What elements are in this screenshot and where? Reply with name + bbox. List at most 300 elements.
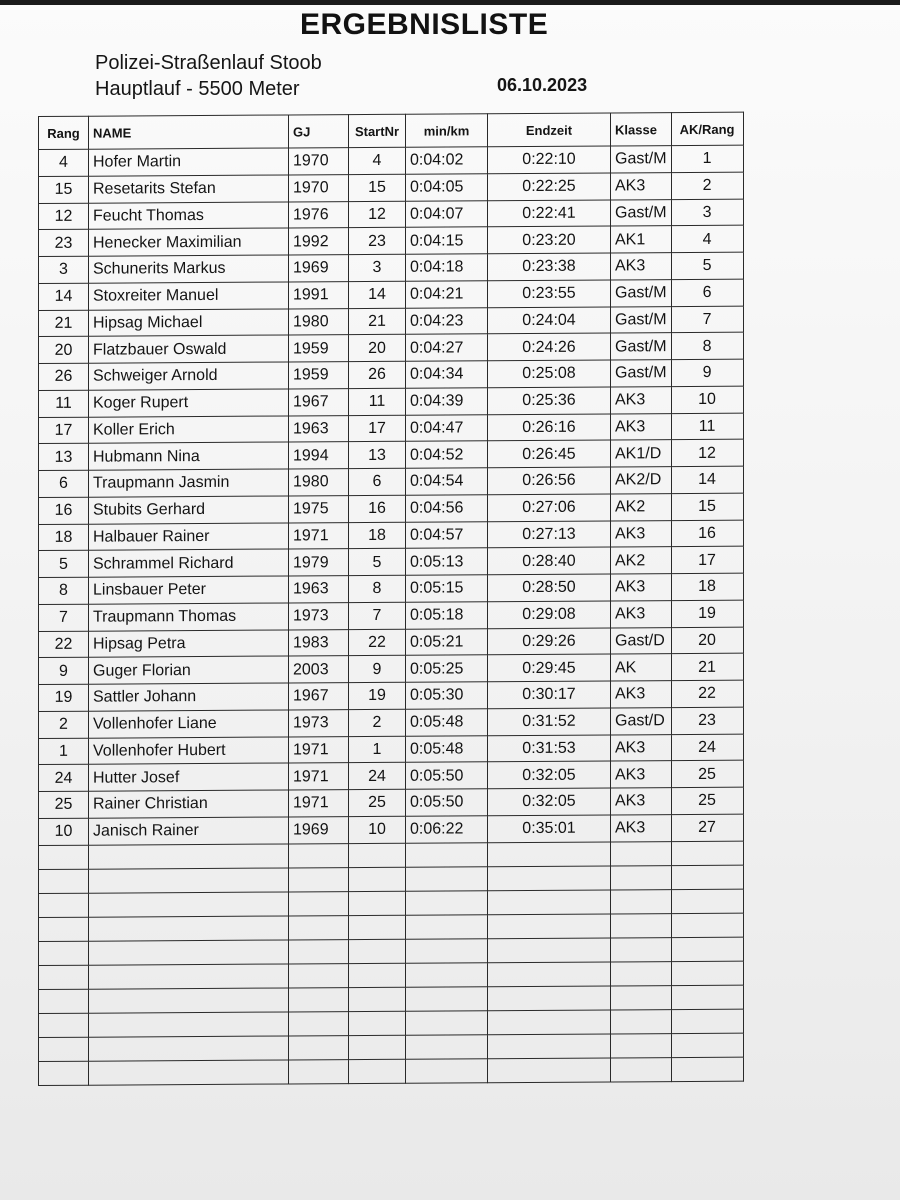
table-row bbox=[39, 199, 744, 230]
gj-cell: 1959 bbox=[289, 362, 349, 389]
empty-cell bbox=[39, 941, 89, 965]
empty-cell bbox=[289, 939, 349, 963]
gj-cell: 1969 bbox=[289, 816, 349, 843]
empty-cell bbox=[349, 963, 406, 987]
empty-cell bbox=[349, 843, 406, 867]
akrang-cell: 16 bbox=[671, 520, 743, 547]
akrang-cell: 22 bbox=[671, 680, 743, 707]
empty-cell bbox=[39, 1013, 89, 1037]
name-cell: Vollenhofer Liane bbox=[89, 710, 289, 738]
klasse-cell: Gast/M bbox=[611, 306, 672, 333]
table-row bbox=[39, 627, 744, 658]
startnr-cell: 8 bbox=[349, 575, 406, 602]
rang-cell: 4 bbox=[39, 149, 89, 176]
empty-cell bbox=[488, 842, 611, 867]
akrang-cell: 1 bbox=[671, 145, 743, 172]
pace-cell: 0:04:47 bbox=[406, 414, 488, 441]
gj-cell: 1973 bbox=[289, 709, 349, 736]
rang-cell: 10 bbox=[39, 818, 89, 845]
empty-cell bbox=[611, 937, 672, 961]
pace-cell: 0:04:21 bbox=[406, 281, 488, 308]
akrang-cell: 23 bbox=[671, 707, 743, 734]
empty-cell bbox=[488, 1058, 611, 1083]
klasse-cell: Gast/M bbox=[611, 360, 672, 387]
akrang-cell: 8 bbox=[671, 332, 743, 359]
name-cell: Schweiger Arnold bbox=[89, 362, 289, 390]
name-cell: Sattler Johann bbox=[89, 683, 289, 711]
endzeit-cell: 0:23:38 bbox=[488, 253, 611, 281]
pace-cell: 0:04:18 bbox=[406, 254, 488, 281]
empty-cell bbox=[289, 987, 349, 1011]
empty-cell bbox=[39, 869, 89, 893]
klasse-cell: Gast/M bbox=[611, 279, 672, 306]
event-name: Polizei-Straßenlauf Stoob bbox=[95, 52, 322, 74]
startnr-cell: 17 bbox=[349, 415, 406, 442]
name-cell: Hipsag Petra bbox=[89, 629, 289, 657]
table-row bbox=[39, 600, 744, 631]
empty-cell bbox=[488, 938, 611, 963]
gj-cell: 1991 bbox=[289, 281, 349, 308]
column-header-startnr: StartNr bbox=[349, 114, 406, 147]
rang-cell: 1 bbox=[39, 738, 89, 765]
name-cell: Koger Rupert bbox=[89, 389, 289, 417]
empty-cell bbox=[488, 1034, 611, 1059]
klasse-cell: AK3 bbox=[611, 413, 672, 440]
endzeit-cell: 0:27:13 bbox=[488, 521, 611, 549]
empty-cell bbox=[39, 845, 89, 869]
empty-cell bbox=[39, 1037, 89, 1061]
gj-cell: 1976 bbox=[289, 201, 349, 228]
klasse-cell: Gast/M bbox=[611, 146, 672, 173]
endzeit-cell: 0:22:10 bbox=[488, 146, 611, 174]
empty-cell bbox=[89, 939, 289, 964]
akrang-cell: 6 bbox=[671, 279, 743, 306]
endzeit-cell: 0:24:26 bbox=[488, 333, 611, 361]
rang-cell: 26 bbox=[39, 363, 89, 390]
endzeit-cell: 0:26:45 bbox=[488, 440, 611, 468]
table-row bbox=[39, 359, 744, 390]
empty-cell bbox=[289, 1011, 349, 1035]
empty-cell bbox=[349, 939, 406, 963]
pace-cell: 0:05:48 bbox=[406, 735, 488, 762]
endzeit-cell: 0:23:55 bbox=[488, 280, 611, 308]
klasse-cell: AK3 bbox=[611, 761, 672, 788]
startnr-cell: 14 bbox=[349, 281, 406, 308]
table-row bbox=[39, 466, 744, 497]
akrang-cell: 9 bbox=[671, 359, 743, 386]
table-row bbox=[39, 279, 744, 310]
klasse-cell: AK3 bbox=[611, 681, 672, 708]
startnr-cell: 1 bbox=[349, 736, 406, 763]
gj-cell: 1959 bbox=[289, 335, 349, 362]
pace-cell: 0:04:02 bbox=[406, 147, 488, 174]
empty-cell bbox=[406, 1010, 488, 1035]
empty-cell bbox=[611, 865, 672, 889]
endzeit-cell: 0:22:41 bbox=[488, 200, 611, 228]
startnr-cell: 13 bbox=[349, 442, 406, 469]
klasse-cell: Gast/D bbox=[611, 707, 672, 734]
name-cell: Traupmann Jasmin bbox=[89, 469, 289, 497]
gj-cell: 1970 bbox=[289, 174, 349, 201]
empty-cell bbox=[488, 866, 611, 891]
startnr-cell: 3 bbox=[349, 254, 406, 281]
table-row bbox=[39, 332, 744, 363]
gj-cell: 1967 bbox=[289, 683, 349, 710]
rang-cell: 13 bbox=[39, 443, 89, 470]
gj-cell: 1979 bbox=[289, 549, 349, 576]
empty-cell bbox=[349, 915, 406, 939]
gj-cell: 1994 bbox=[289, 442, 349, 469]
rang-cell: 11 bbox=[39, 390, 89, 417]
empty-row bbox=[39, 1057, 744, 1085]
klasse-cell: AK3 bbox=[611, 574, 672, 601]
empty-cell bbox=[611, 841, 672, 865]
klasse-cell: AK3 bbox=[611, 253, 672, 280]
empty-cell bbox=[488, 914, 611, 939]
column-header-akrang: AK/Rang bbox=[671, 112, 743, 145]
endzeit-cell: 0:35:01 bbox=[488, 815, 611, 843]
rang-cell: 16 bbox=[39, 497, 89, 524]
startnr-cell: 12 bbox=[349, 201, 406, 228]
rang-cell: 19 bbox=[39, 684, 89, 711]
empty-cell bbox=[671, 913, 743, 937]
klasse-cell: AK3 bbox=[611, 788, 672, 815]
empty-cell bbox=[349, 987, 406, 1011]
rang-cell: 5 bbox=[39, 550, 89, 577]
pace-cell: 0:05:48 bbox=[406, 709, 488, 736]
gj-cell: 1963 bbox=[289, 576, 349, 603]
empty-cell bbox=[349, 867, 406, 891]
table-row bbox=[39, 814, 744, 845]
empty-cell bbox=[349, 891, 406, 915]
pace-cell: 0:05:50 bbox=[406, 762, 488, 789]
empty-cell bbox=[488, 1010, 611, 1035]
klasse-cell: AK2/D bbox=[611, 467, 672, 494]
startnr-cell: 20 bbox=[349, 335, 406, 362]
empty-cell bbox=[406, 1058, 488, 1083]
rang-cell: 2 bbox=[39, 711, 89, 738]
rang-cell: 9 bbox=[39, 657, 89, 684]
gj-cell: 1973 bbox=[289, 602, 349, 629]
klasse-cell: AK2 bbox=[611, 493, 672, 520]
startnr-cell: 26 bbox=[349, 361, 406, 388]
gj-cell: 1971 bbox=[289, 736, 349, 763]
klasse-cell: Gast/M bbox=[611, 333, 672, 360]
gj-cell: 1971 bbox=[289, 522, 349, 549]
endzeit-cell: 0:30:17 bbox=[488, 681, 611, 709]
klasse-cell: AK3 bbox=[611, 600, 672, 627]
empty-cell bbox=[289, 1059, 349, 1083]
endzeit-cell: 0:28:40 bbox=[488, 547, 611, 575]
rang-cell: 15 bbox=[39, 176, 89, 203]
startnr-cell: 4 bbox=[349, 147, 406, 174]
column-header-rang: Rang bbox=[39, 116, 89, 149]
akrang-cell: 7 bbox=[671, 306, 743, 333]
endzeit-cell: 0:29:08 bbox=[488, 601, 611, 629]
table-row bbox=[39, 573, 744, 604]
pace-cell: 0:04:57 bbox=[406, 521, 488, 548]
rang-cell: 18 bbox=[39, 524, 89, 551]
gj-cell: 1980 bbox=[289, 308, 349, 335]
empty-cell bbox=[671, 1009, 743, 1033]
gj-cell: 1983 bbox=[289, 629, 349, 656]
startnr-cell: 25 bbox=[349, 789, 406, 816]
page-title: ERGEBNISLISTE bbox=[300, 8, 549, 41]
empty-cell bbox=[406, 914, 488, 939]
name-cell: Rainer Christian bbox=[89, 790, 289, 818]
name-cell: Schrammel Richard bbox=[89, 549, 289, 577]
pace-cell: 0:04:27 bbox=[406, 334, 488, 361]
table-row bbox=[39, 734, 744, 765]
startnr-cell: 23 bbox=[349, 228, 406, 255]
name-cell: Traupmann Thomas bbox=[89, 603, 289, 631]
empty-cell bbox=[406, 962, 488, 987]
column-header-name: NAME bbox=[89, 115, 289, 149]
startnr-cell: 7 bbox=[349, 602, 406, 629]
startnr-cell: 22 bbox=[349, 629, 406, 656]
name-cell: Linsbauer Peter bbox=[89, 576, 289, 604]
table-row bbox=[39, 520, 744, 551]
name-cell: Flatzbauer Oswald bbox=[89, 335, 289, 363]
startnr-cell: 2 bbox=[349, 709, 406, 736]
endzeit-cell: 0:24:04 bbox=[488, 307, 611, 335]
akrang-cell: 21 bbox=[671, 653, 743, 680]
rang-cell: 23 bbox=[39, 229, 89, 256]
akrang-cell: 14 bbox=[671, 466, 743, 493]
empty-cell bbox=[406, 842, 488, 867]
empty-cell bbox=[289, 891, 349, 915]
startnr-cell: 6 bbox=[349, 468, 406, 495]
pace-cell: 0:04:39 bbox=[406, 388, 488, 415]
endzeit-cell: 0:26:56 bbox=[488, 467, 611, 495]
empty-cell bbox=[349, 1035, 406, 1059]
empty-cell bbox=[671, 889, 743, 913]
empty-cell bbox=[39, 893, 89, 917]
table-row bbox=[39, 680, 744, 711]
pace-cell: 0:05:15 bbox=[406, 575, 488, 602]
name-cell: Hubmann Nina bbox=[89, 442, 289, 470]
startnr-cell: 21 bbox=[349, 308, 406, 335]
pace-cell: 0:05:50 bbox=[406, 789, 488, 816]
empty-cell bbox=[349, 1059, 406, 1083]
column-header-klasse: Klasse bbox=[611, 113, 672, 146]
empty-cell bbox=[611, 1009, 672, 1033]
klasse-cell: AK3 bbox=[611, 386, 672, 413]
rang-cell: 12 bbox=[39, 203, 89, 230]
name-cell: Vollenhofer Hubert bbox=[89, 736, 289, 764]
name-cell: Hofer Martin bbox=[89, 148, 289, 176]
name-cell: Hipsag Michael bbox=[89, 308, 289, 336]
name-cell: Guger Florian bbox=[89, 656, 289, 684]
endzeit-cell: 0:32:05 bbox=[488, 788, 611, 816]
klasse-cell: AK1/D bbox=[611, 440, 672, 467]
pace-cell: 0:04:07 bbox=[406, 200, 488, 227]
akrang-cell: 4 bbox=[671, 225, 743, 252]
akrang-cell: 12 bbox=[671, 439, 743, 466]
rang-cell: 24 bbox=[39, 764, 89, 791]
endzeit-cell: 0:25:08 bbox=[488, 360, 611, 388]
akrang-cell: 27 bbox=[671, 814, 743, 841]
rang-cell: 8 bbox=[39, 577, 89, 604]
empty-cell bbox=[406, 866, 488, 891]
endzeit-cell: 0:26:16 bbox=[488, 414, 611, 442]
empty-cell bbox=[289, 1035, 349, 1059]
empty-cell bbox=[349, 1011, 406, 1035]
akrang-cell: 24 bbox=[671, 734, 743, 761]
gj-cell: 1975 bbox=[289, 495, 349, 522]
akrang-cell: 25 bbox=[671, 760, 743, 787]
akrang-cell: 15 bbox=[671, 493, 743, 520]
table-row bbox=[39, 760, 744, 791]
rang-cell: 20 bbox=[39, 336, 89, 363]
endzeit-cell: 0:23:20 bbox=[488, 226, 611, 254]
gj-cell: 1971 bbox=[289, 763, 349, 790]
empty-cell bbox=[611, 1057, 672, 1081]
empty-cell bbox=[671, 1033, 743, 1057]
klasse-cell: Gast/D bbox=[611, 627, 672, 654]
empty-cell bbox=[89, 915, 289, 940]
table-row bbox=[39, 252, 744, 283]
klasse-cell: AK3 bbox=[611, 172, 672, 199]
empty-cell bbox=[289, 963, 349, 987]
name-cell: Stoxreiter Manuel bbox=[89, 282, 289, 310]
gj-cell: 1963 bbox=[289, 415, 349, 442]
akrang-cell: 10 bbox=[671, 386, 743, 413]
empty-cell bbox=[289, 843, 349, 867]
name-cell: Koller Erich bbox=[89, 415, 289, 443]
rang-cell: 17 bbox=[39, 417, 89, 444]
akrang-cell: 11 bbox=[671, 413, 743, 440]
pace-cell: 0:05:21 bbox=[406, 628, 488, 655]
pace-cell: 0:06:22 bbox=[406, 816, 488, 843]
akrang-cell: 17 bbox=[671, 546, 743, 573]
pace-cell: 0:04:15 bbox=[406, 227, 488, 254]
table-row bbox=[39, 493, 744, 524]
endzeit-cell: 0:31:52 bbox=[488, 708, 611, 736]
event-info bbox=[95, 50, 322, 102]
rang-cell: 3 bbox=[39, 256, 89, 283]
startnr-cell: 19 bbox=[349, 682, 406, 709]
name-cell: Halbauer Rainer bbox=[89, 522, 289, 550]
pace-cell: 0:04:05 bbox=[406, 174, 488, 201]
klasse-cell: AK3 bbox=[611, 520, 672, 547]
gj-cell: 1970 bbox=[289, 148, 349, 175]
startnr-cell: 11 bbox=[349, 388, 406, 415]
empty-cell bbox=[611, 985, 672, 1009]
gj-cell: 1992 bbox=[289, 228, 349, 255]
empty-cell bbox=[89, 987, 289, 1012]
pace-cell: 0:05:30 bbox=[406, 682, 488, 709]
rang-cell: 7 bbox=[39, 604, 89, 631]
empty-cell bbox=[671, 937, 743, 961]
empty-cell bbox=[406, 938, 488, 963]
gj-cell: 2003 bbox=[289, 656, 349, 683]
name-cell: Schunerits Markus bbox=[89, 255, 289, 283]
empty-cell bbox=[406, 890, 488, 915]
empty-cell bbox=[671, 961, 743, 985]
pace-cell: 0:05:13 bbox=[406, 548, 488, 575]
akrang-cell: 3 bbox=[671, 199, 743, 226]
gj-cell: 1969 bbox=[289, 255, 349, 282]
empty-cell bbox=[39, 917, 89, 941]
empty-cell bbox=[89, 1059, 289, 1084]
name-cell: Stubits Gerhard bbox=[89, 496, 289, 524]
empty-cell bbox=[89, 1011, 289, 1036]
empty-cell bbox=[671, 985, 743, 1009]
startnr-cell: 24 bbox=[349, 763, 406, 790]
pace-cell: 0:04:54 bbox=[406, 468, 488, 495]
rang-cell: 14 bbox=[39, 283, 89, 310]
empty-cell bbox=[39, 1061, 89, 1085]
rang-cell: 22 bbox=[39, 631, 89, 658]
empty-cell bbox=[611, 1033, 672, 1057]
pace-cell: 0:05:25 bbox=[406, 655, 488, 682]
empty-cell bbox=[671, 1057, 743, 1081]
startnr-cell: 5 bbox=[349, 549, 406, 576]
name-cell: Feucht Thomas bbox=[89, 201, 289, 229]
endzeit-cell: 0:22:25 bbox=[488, 173, 611, 201]
akrang-cell: 20 bbox=[671, 627, 743, 654]
empty-cell bbox=[289, 915, 349, 939]
name-cell: Henecker Maximilian bbox=[89, 228, 289, 256]
klasse-cell: AK2 bbox=[611, 547, 672, 574]
table-row bbox=[39, 306, 744, 337]
klasse-cell: AK1 bbox=[611, 226, 672, 253]
empty-cell bbox=[289, 867, 349, 891]
pace-cell: 0:04:34 bbox=[406, 361, 488, 388]
table-row bbox=[39, 413, 744, 444]
empty-cell bbox=[89, 867, 289, 892]
gj-cell: 1980 bbox=[289, 469, 349, 496]
empty-cell bbox=[671, 841, 743, 865]
empty-cell bbox=[488, 962, 611, 987]
table-row bbox=[39, 145, 744, 176]
pace-cell: 0:05:18 bbox=[406, 602, 488, 629]
startnr-cell: 18 bbox=[349, 522, 406, 549]
empty-cell bbox=[39, 989, 89, 1013]
akrang-cell: 25 bbox=[671, 787, 743, 814]
empty-cell bbox=[406, 986, 488, 1011]
name-cell: Resetarits Stefan bbox=[89, 175, 289, 203]
klasse-cell: AK bbox=[611, 654, 672, 681]
empty-cell bbox=[671, 865, 743, 889]
empty-cell bbox=[89, 963, 289, 988]
table-row bbox=[39, 653, 744, 684]
klasse-cell: AK3 bbox=[611, 814, 672, 841]
table-row bbox=[39, 546, 744, 577]
endzeit-cell: 0:27:06 bbox=[488, 494, 611, 522]
column-header-endzeit: Endzeit bbox=[488, 113, 611, 147]
table-row bbox=[39, 707, 744, 738]
results-table bbox=[38, 112, 744, 1086]
akrang-cell: 2 bbox=[671, 172, 743, 199]
empty-cell bbox=[611, 889, 672, 913]
akrang-cell: 18 bbox=[671, 573, 743, 600]
endzeit-cell: 0:29:45 bbox=[488, 654, 611, 682]
gj-cell: 1971 bbox=[289, 790, 349, 817]
empty-cell bbox=[406, 1034, 488, 1059]
column-header-gj: GJ bbox=[289, 115, 349, 148]
race-name: Hauptlauf - 5500 Meter bbox=[95, 78, 300, 100]
akrang-cell: 19 bbox=[671, 600, 743, 627]
startnr-cell: 9 bbox=[349, 656, 406, 683]
startnr-cell: 15 bbox=[349, 174, 406, 201]
table-row bbox=[39, 172, 744, 203]
name-cell: Janisch Rainer bbox=[89, 817, 289, 845]
akrang-cell: 5 bbox=[671, 252, 743, 279]
rang-cell: 25 bbox=[39, 791, 89, 818]
table-row bbox=[39, 386, 744, 417]
